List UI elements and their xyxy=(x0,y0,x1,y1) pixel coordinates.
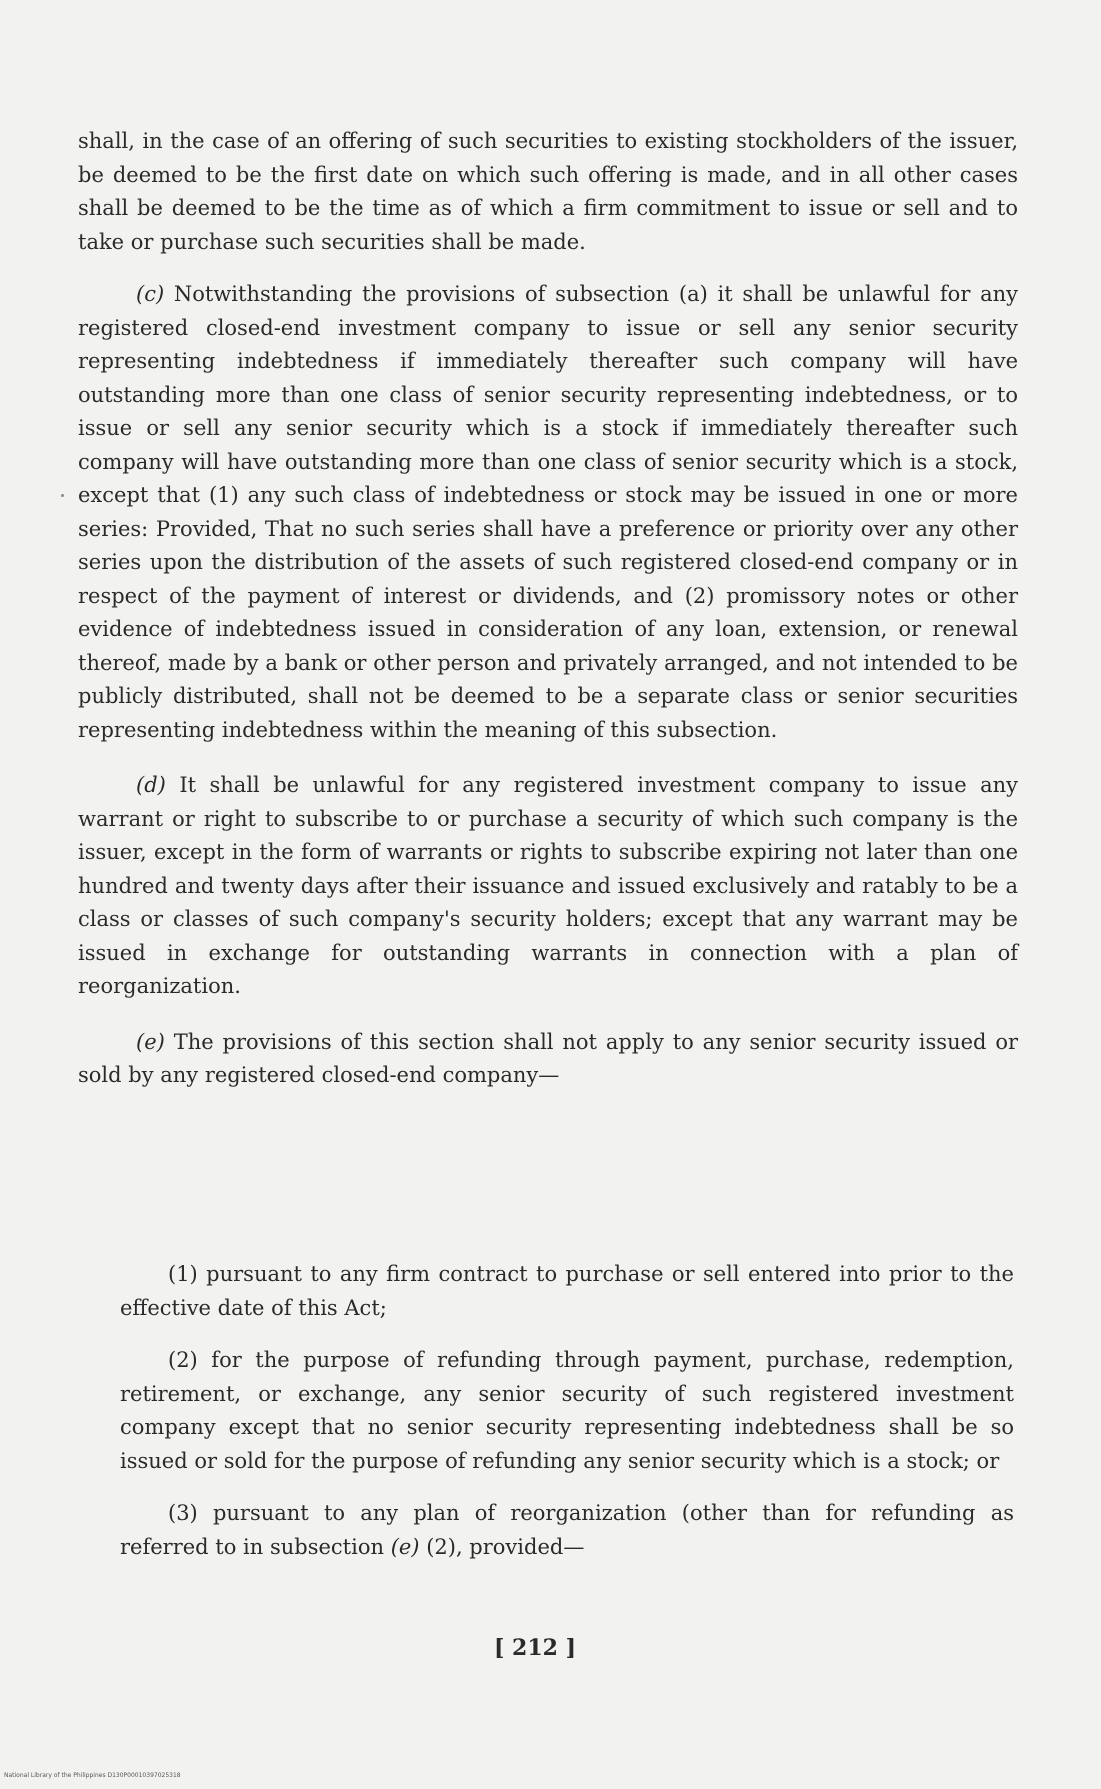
subsection-c-text: Notwithstanding the provisions of subsection (a) it shall be unlawful for any registered closed-end investment company to issue or sell any senior security representing indebtedness if immediately thereafter such company will have outstanding more than one class of senior security representing indebtedness, or to issue or sell any senior security which is a stock if immediately thereafter such company will have outstanding more than one class of senior security which is a stock, except that (1) any such class of indebtedness or stock may be issued in one or more series: Provided, That no such series shall have a preference or priority over any other series upon the distribution of the assets of such registered closed-end company or in respect of the payment of interest or dividends, and (2) promissory notes or other evidence of indebtedness issued in consideration of any loan, extension, or renewal thereof, made by a bank or other person and privately arranged, and not intended to be publicly distributed, shall not be deemed to be a separate class or senior securities representing indebtedness within the meaning of this subsection. xyxy=(78,282,1018,742)
subsection-d xyxy=(78,769,1018,1004)
item-1-label: (1) xyxy=(168,1262,198,1286)
item-3-ref-label: (e) xyxy=(390,1534,420,1559)
item-3-text-after: (2), provided— xyxy=(426,1534,585,1559)
subsection-c-label: (c) xyxy=(136,282,165,306)
text-block-upper xyxy=(78,125,1018,1093)
item-2-text: for the purpose of refunding through payment, purchase, redemption, retirement, or exchange, any senior security of such registered investment company except that no senior security representing indebtedness shall be so issued or sold for the purpose of refunding any senior security which is a stock; or xyxy=(120,1348,1014,1473)
page-number: [ 212 ] xyxy=(493,1635,577,1661)
footer-credit: National Library of the Philippines D130P00010397025318 xyxy=(4,1772,181,1779)
item-2-label: (2) xyxy=(168,1348,198,1372)
subsection-e-item-3 xyxy=(120,1497,1014,1564)
subsection-d-label: (d) xyxy=(136,773,166,797)
subsection-e-item-1 xyxy=(120,1258,1014,1325)
opening-paragraph: shall, in the case of an offering of such securities to existing stockholders of the issuer, be deemed to be the first date on which such offering is made, and in all other cases shall be deemed to be the time as of which a firm commitment to issue or sell and to take or purchase such securities shall be made. xyxy=(78,129,1018,254)
subsection-e xyxy=(78,1026,1018,1093)
subsection-d-text: It shall be unlawful for any registered investment company to issue any warrant or right to subscribe to or purchase a security of which such company is the issuer, except in the form of warrants or rights to subscribe expiring not later than one hundred and twenty days after their issuance and issued exclusively and ratably to be a class or classes of such company's security holders; except that any warrant may be issued in exchange for outstanding warrants in connection with a plan of reorganization. xyxy=(78,773,1018,998)
item-1-text: pursuant to any firm contract to purchase or sell entered into prior to the effective date of this Act; xyxy=(120,1262,1014,1320)
subsection-e-text: The provisions of this section shall not apply to any senior security issued or sold by any registered closed-end company— xyxy=(78,1029,1019,1087)
text-block-lower xyxy=(120,1258,1014,1564)
item-3-text-before: pursuant to any plan of reorganization (other than for refunding as referred to in subsection xyxy=(120,1501,1014,1559)
item-3-label: (3) xyxy=(168,1501,198,1525)
scan-speck xyxy=(61,494,64,497)
subsection-c xyxy=(78,278,1018,747)
subsection-e-label: (e) xyxy=(136,1029,165,1054)
subsection-e-item-2 xyxy=(120,1344,1014,1478)
